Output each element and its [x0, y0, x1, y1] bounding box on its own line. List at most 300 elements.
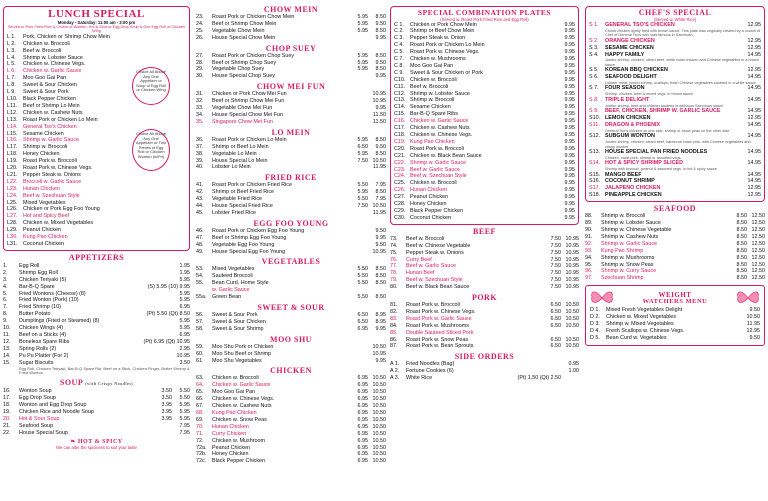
item-price: 9.95	[564, 166, 575, 173]
item-number: 57.	[196, 318, 204, 325]
item-name: Beef w. Szechuan Style	[406, 277, 463, 284]
menu-item	[3, 325, 190, 332]
item-name: Roast Pork w. Bean Sprouts	[406, 343, 474, 350]
menu-item	[394, 173, 575, 180]
item-number: 54.	[196, 273, 204, 280]
moo-shu-section	[196, 336, 386, 365]
item-price: 7.50	[550, 249, 561, 256]
menu-item	[589, 122, 761, 129]
lo-mein-list	[196, 137, 386, 172]
menu-item	[390, 309, 579, 316]
hot-pepper-icon: ❧	[70, 439, 76, 446]
item-price-large: 10.50	[372, 437, 386, 444]
soup-note: (with Crispy Noodles)	[85, 381, 134, 387]
vegetables-title: VEGETABLES	[261, 257, 321, 267]
item-number: 19.	[3, 408, 11, 415]
item-price-large: 12.50	[751, 213, 765, 220]
menu-item	[7, 117, 186, 124]
menu-item	[3, 332, 190, 339]
item-number: 65.	[196, 389, 204, 396]
item-price-large: 10.95	[565, 277, 579, 284]
item-price: 3.95	[161, 415, 172, 422]
menu-item	[394, 70, 575, 77]
item-price-large: 10.95	[372, 350, 386, 357]
item-price: 12.95	[747, 44, 761, 51]
item-number: C 2.	[394, 28, 404, 35]
menu-item	[7, 55, 186, 62]
menu-item	[394, 208, 575, 215]
menu-item	[196, 91, 386, 98]
item-number: L28.	[7, 220, 18, 227]
menu-item	[3, 284, 190, 291]
fried-rice-list	[196, 182, 386, 217]
item-price: 5.95	[357, 136, 368, 143]
item-price-large: 10.50	[565, 315, 579, 322]
item-description: Jumbo shrimp, chicken, sliced beef, white roast chicken and Chinese vegetables in a brown sauce	[605, 58, 759, 67]
item-number: 70.	[196, 423, 204, 430]
item-price-large: 10.50	[565, 343, 579, 350]
item-price: 9.95	[564, 194, 575, 201]
item-price-large: 10.50	[565, 302, 579, 309]
item-name: Chicken or Pork Egg Foo Young	[23, 206, 100, 213]
item-price: 3.95	[161, 408, 172, 415]
item-name: Chicken w. Cashew Nuts	[212, 403, 272, 410]
seafood-list	[585, 213, 765, 282]
menu-item	[390, 250, 579, 257]
item-name: Egg Drop Soup	[19, 395, 56, 401]
menu-item	[196, 249, 386, 256]
item-name: Beef on a Sticks (4)	[19, 331, 67, 338]
item-number: 56.	[196, 312, 204, 318]
item-name: Hunan Chicken	[23, 185, 60, 192]
menu-item	[394, 56, 575, 63]
item-price-large: 12.50	[751, 220, 765, 227]
egg-foo-young-list	[196, 228, 386, 256]
item-number: 59.	[196, 343, 204, 350]
menu-item	[196, 66, 386, 73]
item-name: MANGO BEEF	[605, 171, 642, 178]
item-number: 37.	[196, 143, 204, 150]
item-number: S13.	[589, 148, 601, 155]
item-name: ORANGE CHICKEN	[605, 37, 655, 44]
item-price: 5.95	[357, 189, 368, 196]
item-price: 5.50	[357, 294, 368, 301]
column-3	[390, 6, 579, 382]
item-name: Shrimp w. Lobster Sauce	[601, 220, 661, 227]
fried-rice-title: FRIED RICE	[265, 173, 317, 183]
chef-special-list	[589, 22, 761, 199]
menu-item	[3, 311, 190, 318]
menu-item	[3, 277, 190, 284]
item-price-large: 11.50	[372, 111, 386, 118]
item-number: L 2.	[7, 40, 16, 47]
item-number: L30.	[7, 234, 18, 241]
item-price: 9.95	[564, 159, 575, 166]
item-name: House Special Fried Rice	[212, 203, 273, 210]
menu-item	[390, 257, 579, 264]
item-price: 1.95	[179, 262, 190, 269]
item-number: 41.	[196, 182, 204, 189]
chef-special-box	[585, 6, 765, 202]
side-orders-title: SIDE ORDERS	[454, 352, 515, 362]
item-price-large: 8.50	[375, 14, 386, 20]
chow-mei-fun-list	[196, 91, 386, 126]
lunch-special-title: LUNCH SPECIAL	[48, 8, 145, 20]
item-price: 9.95	[564, 152, 575, 159]
item-price-large: 12.50	[751, 268, 765, 275]
menu-item	[394, 35, 575, 42]
item-number: 1.	[3, 262, 8, 269]
item-price: (Pt) 5.50 (Qt) 8.50	[146, 311, 190, 318]
item-price-large: 11.95	[372, 209, 386, 216]
item-number: C 9.	[394, 69, 404, 76]
menu-item	[196, 235, 386, 242]
item-name: Beef w. Garlic Sauce	[406, 263, 457, 270]
item-name: Beef w. Broccoli	[410, 83, 449, 90]
item-price: 9.95	[564, 132, 575, 138]
item-name: Roast Pork w. Snow Peas	[406, 336, 469, 343]
item-price-large: 10.50	[372, 389, 386, 396]
item-name: Peanut Chicken	[212, 444, 251, 451]
item-price-large: 8.50	[375, 150, 386, 157]
item-number: 49.	[196, 248, 204, 255]
menu-item	[394, 201, 575, 208]
item-price: 7.50	[550, 235, 561, 242]
menu-item	[589, 85, 761, 92]
item-price: 7.50	[550, 256, 561, 263]
item-description: Jumbo shrimp, chicken, sliced beef, barbecue roast pork, with Chinese vegetables and crispy wonton	[605, 140, 751, 149]
menu-item	[7, 206, 186, 213]
item-price: 9.95	[564, 125, 575, 132]
sweet-sour-list	[196, 312, 386, 333]
item-number: 90.	[585, 227, 593, 233]
menu-item	[7, 48, 186, 55]
item-name: Bar-B-Q Spare Ribs	[410, 111, 458, 118]
menu-item	[589, 115, 761, 122]
item-number: L15.	[7, 130, 18, 137]
item-name: Fortune Cookies (6)	[406, 368, 454, 375]
item-price: 9.95	[564, 201, 575, 208]
item-number: C 5.	[394, 49, 404, 56]
item-name: Peanut Chicken	[23, 227, 62, 234]
menu-item	[394, 139, 575, 146]
item-price: 9.95	[564, 56, 575, 63]
menu-item	[196, 137, 386, 144]
item-number: D 4.	[590, 327, 600, 334]
item-price: 5.95	[357, 52, 368, 59]
item-price: 6.50	[357, 143, 368, 150]
menu-item	[7, 34, 186, 41]
item-price: 12.95	[747, 67, 761, 74]
menu-item	[196, 28, 386, 35]
item-name: Chicken w. Garlic Sauce	[23, 68, 82, 75]
menu-item	[196, 431, 386, 438]
item-number: C14.	[394, 104, 406, 111]
menu-item	[196, 164, 386, 171]
item-price-large: 5.50	[179, 395, 190, 401]
item-number: C13.	[394, 97, 406, 104]
item-number: 82.	[390, 308, 398, 315]
item-price: 9.95	[564, 35, 575, 42]
item-price-large: 10.50	[565, 322, 579, 329]
item-name: Wonton and Egg Drop Soup	[19, 401, 87, 408]
menu-item	[7, 241, 186, 248]
chow-mei-fun-section	[196, 83, 386, 126]
item-name: Shrimp w. Garlic Sauce	[410, 159, 467, 166]
item-number: C23.	[394, 166, 406, 173]
item-name: Mixed Fresh Vegetables Delight	[606, 307, 683, 314]
weight-watchers-titles	[643, 292, 708, 306]
item-name: COCONUT SHRIMP	[605, 178, 655, 185]
item-name: Roast Pork w. Mushrooms	[406, 322, 469, 329]
item-number: C10.	[394, 76, 406, 83]
item-name: Sweet & Sour Shrimp	[212, 325, 264, 332]
item-price: 14.95	[747, 160, 761, 167]
item-price: (S) 5.95 (10) 9.95	[147, 283, 190, 290]
item-name: Lobster Fried Rice	[212, 209, 257, 216]
item-price: 8.50	[736, 233, 747, 240]
item-name: Moo Goo Gai Pan	[410, 62, 454, 69]
item-name: Shrimp w. Lobster Sauce	[410, 90, 470, 97]
item-price-large: 9.95	[375, 34, 386, 41]
item-name: Sweet & Sour Chicken	[212, 318, 266, 325]
item-name: Roast Pork w. Broccoli	[23, 158, 77, 165]
menu-item	[196, 112, 386, 119]
item-name: Chicken Wings (4)	[19, 325, 64, 332]
item-name: Vegetable Chow Mei Fun	[212, 105, 273, 112]
menu-item	[7, 103, 186, 110]
item-name: Roast Pork or Chicken Chop Suey	[212, 52, 295, 59]
item-number: 17.	[3, 395, 11, 401]
item-name: Chicken w. Chinese Vegs.	[410, 132, 473, 138]
item-price: 5.95	[179, 276, 190, 283]
item-number: L14.	[7, 123, 18, 130]
moo-shu-title: MOO SHU	[270, 334, 312, 344]
item-number: S 9.	[589, 108, 599, 115]
menu-item	[390, 302, 579, 309]
item-price-large: 9.50	[375, 143, 386, 150]
item-name: Boneless Spare Ribs	[19, 338, 70, 345]
item-number: L29.	[7, 227, 18, 234]
item-price-large: 12.50	[751, 227, 765, 233]
item-name: Roast Pork w. Chinese Vegs.	[23, 165, 93, 172]
item-name: HOUSE SPECIAL PAN FRIED NOODLES	[605, 148, 708, 155]
menu-item	[196, 410, 386, 417]
item-price: 10.95	[176, 352, 190, 359]
item-name: Vegetable Chop Suey	[212, 66, 265, 73]
weight-watchers-box	[585, 285, 765, 346]
item-number: A 1.	[390, 361, 400, 368]
item-number: S 6.	[589, 74, 599, 81]
menu-item	[394, 125, 575, 132]
item-price: 8.50	[736, 275, 747, 282]
item-number: C26.	[394, 187, 406, 194]
item-name: Pepper Steak w. Onions	[406, 249, 464, 256]
item-price: 12.95	[747, 185, 761, 192]
item-price: 5.95	[357, 59, 368, 66]
item-name: Egg Roll	[19, 262, 40, 269]
item-price: 9.95	[564, 42, 575, 49]
item-name: SEAFOOD DELIGHT	[605, 74, 657, 81]
item-name: Black Pepper Chicken	[212, 458, 266, 465]
chicken-section	[196, 367, 386, 465]
item-price-large: 5.95	[179, 408, 190, 415]
item-number: S 7.	[589, 85, 599, 92]
item-price-large: 10.50	[372, 203, 386, 210]
menu-item	[394, 167, 575, 174]
menu-item	[585, 220, 765, 227]
menu-item	[390, 330, 579, 337]
item-number: D 5.	[590, 334, 600, 341]
item-price: 12.95	[746, 327, 760, 334]
item-name: Chicken w. Snow Peas	[212, 416, 267, 423]
item-price-large: 5.50	[179, 388, 190, 395]
item-price-large: 10.50	[372, 416, 386, 423]
item-number: 66.	[196, 396, 204, 403]
item-price-large: 11.95	[372, 164, 386, 171]
item-price: 6.95	[357, 325, 368, 332]
item-price: 6.95	[357, 396, 368, 403]
item-number: 72.	[196, 437, 204, 444]
pupu-platter-note: Egg Roll, Chicken Teriyaki, Bar-B-Q Spare Rib, Beef on a Stick, Chicken Finger, Butter Shrimp & Fried Wonton	[19, 365, 190, 376]
item-number: C22.	[394, 159, 406, 166]
item-price: 9.95	[564, 97, 575, 104]
item-price: 6.50	[550, 336, 561, 343]
item-price-large: 10.95	[372, 248, 386, 255]
item-name: Spring Rolls (2)	[19, 345, 57, 352]
item-price-large: 8.50	[375, 273, 386, 280]
item-number: S 8.	[589, 96, 599, 103]
item-number: L21.	[7, 171, 18, 178]
menu-item	[394, 180, 575, 187]
menu-item	[390, 284, 579, 291]
item-price: 14.95	[747, 51, 761, 58]
item-price: 8.50	[736, 261, 747, 268]
item-number: L31.	[7, 241, 18, 247]
item-price: 6.50	[550, 308, 561, 315]
item-number: 73.	[390, 235, 398, 242]
menu-item	[196, 210, 386, 217]
item-number: C28.	[394, 201, 406, 208]
item-name: Chicken w. Chinese Vegs.	[23, 61, 86, 68]
item-number: 64.	[196, 382, 204, 389]
item-name: Beef w. Szechuan Style	[410, 173, 467, 180]
item-name: House Special Chop Suey	[212, 73, 275, 80]
soup-list	[3, 388, 190, 436]
menu-item	[394, 63, 575, 70]
item-name: Sweet & Sour Chicken	[23, 82, 77, 89]
menu-item	[196, 35, 386, 42]
item-name: Butter Potato	[19, 311, 51, 318]
menu-item	[3, 304, 190, 311]
menu-item	[589, 185, 761, 192]
item-number: 96.	[585, 268, 593, 275]
item-number: 86.	[390, 336, 398, 343]
lunch-hours: Monday - Saturday: 11:00 am - 3:00 pm	[57, 20, 136, 25]
item-number: 55a.	[196, 294, 207, 301]
menu-item	[394, 22, 575, 29]
item-number: L 3.	[7, 47, 16, 54]
menu-item	[196, 375, 386, 382]
chow-mei-fun-title: CHOW MEI FUN	[256, 82, 326, 92]
item-name: Honey Chicken	[212, 451, 249, 458]
item-number: 43.	[196, 196, 204, 203]
menu-item	[394, 187, 575, 194]
item-name: Beef w. Garlic Sauce	[410, 166, 461, 173]
item-number: 94.	[585, 254, 593, 261]
item-name: Roast Pork w. Broccoli	[410, 145, 464, 152]
item-number: D 3.	[590, 321, 600, 328]
item-number: 87.	[390, 343, 398, 350]
item-number: 97.	[585, 275, 593, 282]
item-number: 32.	[196, 98, 204, 105]
item-price-large: 10.50	[372, 430, 386, 437]
item-price: (Pt) 1.50 (Qt) 2.50	[517, 375, 561, 382]
menu-item	[585, 241, 765, 248]
item-price: 6.95	[357, 416, 368, 423]
item-price-large: 10.50	[565, 308, 579, 315]
menu-item	[7, 220, 186, 227]
item-number: 2.	[3, 269, 8, 276]
item-price: 5.95	[357, 14, 368, 20]
item-number: S18.	[589, 192, 601, 199]
item-name: Vegetable Lo Mein	[212, 150, 257, 157]
item-price: 9.95	[564, 49, 575, 56]
item-number: 44.	[196, 203, 204, 210]
soup-title	[3, 379, 190, 387]
menu-item	[196, 287, 386, 294]
item-number: L 7.	[7, 75, 16, 82]
item-name: HAPPY FAMILY	[605, 51, 645, 58]
item-price-large: 8.95	[375, 318, 386, 325]
item-price-large: 9.95	[375, 105, 386, 112]
menu-item	[390, 375, 579, 382]
item-name: Lobster Lo Mein	[212, 164, 251, 171]
item-number: C25.	[394, 180, 406, 187]
menu-item	[590, 321, 760, 328]
column-2	[196, 6, 386, 465]
item-name: Chicken or Pork Chow Mein	[410, 21, 477, 28]
item-number: S12.	[589, 133, 601, 140]
item-number: 89.	[585, 220, 593, 227]
item-number: L18.	[7, 151, 18, 158]
item-price-large: 8.50	[375, 294, 386, 301]
item-number: L12.	[7, 109, 18, 116]
item-price-large: 8.50	[375, 52, 386, 59]
item-price: 10.50	[746, 314, 760, 321]
item-name: Sesame Chicken	[23, 130, 64, 137]
item-name: Shrimp w. Broccoli	[23, 144, 68, 151]
item-number: L 6.	[7, 68, 16, 75]
chop-suey-list	[196, 53, 386, 81]
item-price: 9.95	[564, 214, 575, 221]
item-name: Chicken w. Mixed Vegetables	[606, 314, 677, 321]
item-name: Shrimp w. Garlic Sauce	[601, 240, 658, 247]
item-name: Chicken w. Chinese Vegs.	[212, 396, 275, 403]
item-price-large: 10.50	[372, 382, 386, 389]
menu-item	[196, 424, 386, 431]
item-number: 18.	[3, 401, 11, 408]
menu-item	[585, 255, 765, 262]
menu-item	[196, 21, 386, 28]
item-number: 5.	[3, 290, 8, 297]
item-description: Shrimp, chicken, beef & mixed vegs. in brown sauce	[605, 92, 694, 97]
item-price-large: 10.50	[372, 375, 386, 382]
item-price: 6.95	[179, 331, 190, 338]
item-name: Beef w. Broccoli	[23, 47, 62, 54]
menu-item	[196, 196, 386, 203]
item-price-large: 10.95	[565, 242, 579, 249]
